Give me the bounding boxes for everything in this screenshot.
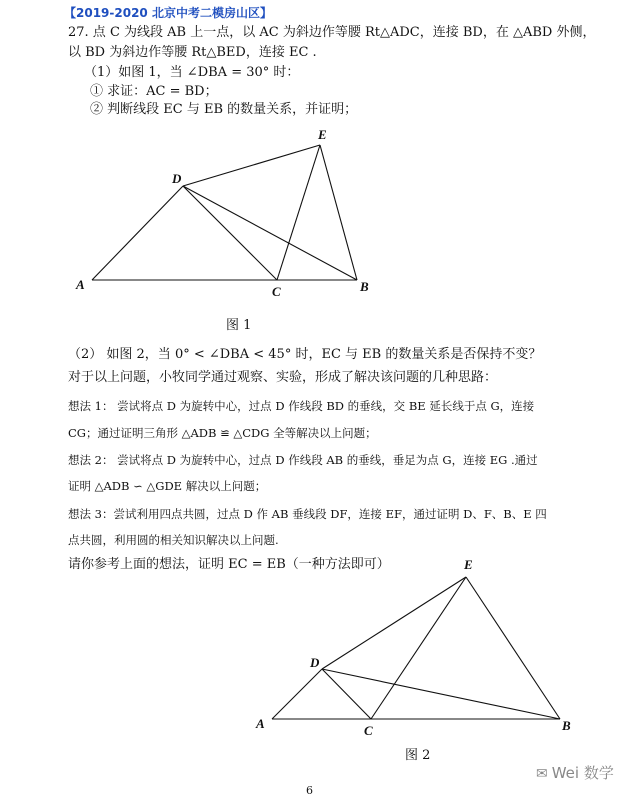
idea-3-line-2: 点共圆，利用圆的相关知识解决以上问题. bbox=[68, 533, 279, 547]
fig1-label-B: B bbox=[360, 279, 369, 294]
problem-line-2: 以 BD 为斜边作等腰 Rt△BED，连接 EC . bbox=[68, 45, 317, 60]
fig2-segment-DC bbox=[322, 669, 371, 719]
fig1-segment-EB bbox=[320, 145, 357, 280]
fig2-label-D: D bbox=[310, 655, 320, 670]
fig1-label-E: E bbox=[318, 127, 327, 142]
idea-1-line-1: 想法 1： 尝试将点 D 为旋转中心，过点 D 作线段 BD 的垂线，交 BE 延长线于点 G，连接 bbox=[68, 399, 535, 413]
intro-text: 对于以上问题，小牧同学通过观察、实验，形成了解决该问题的几种思路： bbox=[68, 370, 498, 385]
part-1-item-2: ② 判断线段 EC 与 EB 的数量关系，并证明； bbox=[90, 102, 358, 117]
fig1-label-A: A bbox=[76, 277, 85, 292]
source-header: 【2019-2020 北京中考二模房山区】 bbox=[64, 6, 272, 20]
fig2-label-E: E bbox=[464, 557, 473, 572]
fig2-label-B: B bbox=[562, 718, 571, 733]
part-1-heading: （1）如图 1，当 ∠DBA = 30° 时： bbox=[84, 65, 300, 80]
wechat-icon: ✉ bbox=[536, 766, 548, 782]
part-1-item-1: ① 求证：AC = BD； bbox=[90, 84, 218, 99]
proof-request: 请你参考上面的想法，证明 EC = EB（一种方法即可） bbox=[68, 557, 390, 572]
fig1-segment-AD bbox=[92, 186, 183, 280]
figure-1-caption: 图 1 bbox=[226, 318, 252, 333]
figure-2-caption: 图 2 bbox=[405, 748, 431, 763]
fig1-label-D: D bbox=[172, 171, 182, 186]
fig2-segment-EC bbox=[371, 577, 466, 719]
idea-1-line-2: CG；通过证明三角形 △ADB ≌ △CDG 全等解决以上问题； bbox=[68, 426, 377, 440]
fig2-label-C: C bbox=[364, 723, 373, 738]
idea-3-line-1: 想法 3：尝试利用四点共圆，过点 D 作 AB 垂线段 DF，连接 EF，通过证明 D、F、B、E 四 bbox=[68, 507, 547, 521]
page-number: 6 bbox=[306, 784, 313, 797]
watermark-text: Wei 数学 bbox=[551, 764, 614, 782]
fig2-segment-AD bbox=[272, 669, 322, 719]
part-2-heading: （2） 如图 2，当 0° < ∠DBA < 45° 时，EC 与 EB 的数量关系是否保持不变？ bbox=[68, 347, 542, 362]
problem-line-1: 27. 点 C 为线段 AB 上一点，以 AC 为斜边作等腰 Rt△ADC，连接 BD，在 △ABD 外侧， bbox=[68, 25, 596, 40]
watermark bbox=[536, 762, 614, 783]
idea-2-line-2: 证明 △ADB ∽ △GDE 解决以上问题； bbox=[68, 479, 267, 493]
idea-2-line-1: 想法 2： 尝试将点 D 为旋转中心，过点 D 作线段 AB 的垂线，垂足为点 G，连接 EG .通过 bbox=[68, 453, 538, 467]
fig2-segment-EB bbox=[466, 577, 560, 719]
fig2-segment-DB bbox=[322, 669, 560, 719]
fig2-label-A: A bbox=[256, 716, 265, 731]
fig1-segment-DE bbox=[183, 145, 320, 186]
fig1-segment-EC bbox=[277, 145, 320, 280]
fig1-label-C: C bbox=[272, 284, 281, 299]
fig2-segment-DE bbox=[322, 577, 466, 669]
fig1-segment-DB bbox=[183, 186, 357, 280]
fig1-segment-DC bbox=[183, 186, 277, 280]
